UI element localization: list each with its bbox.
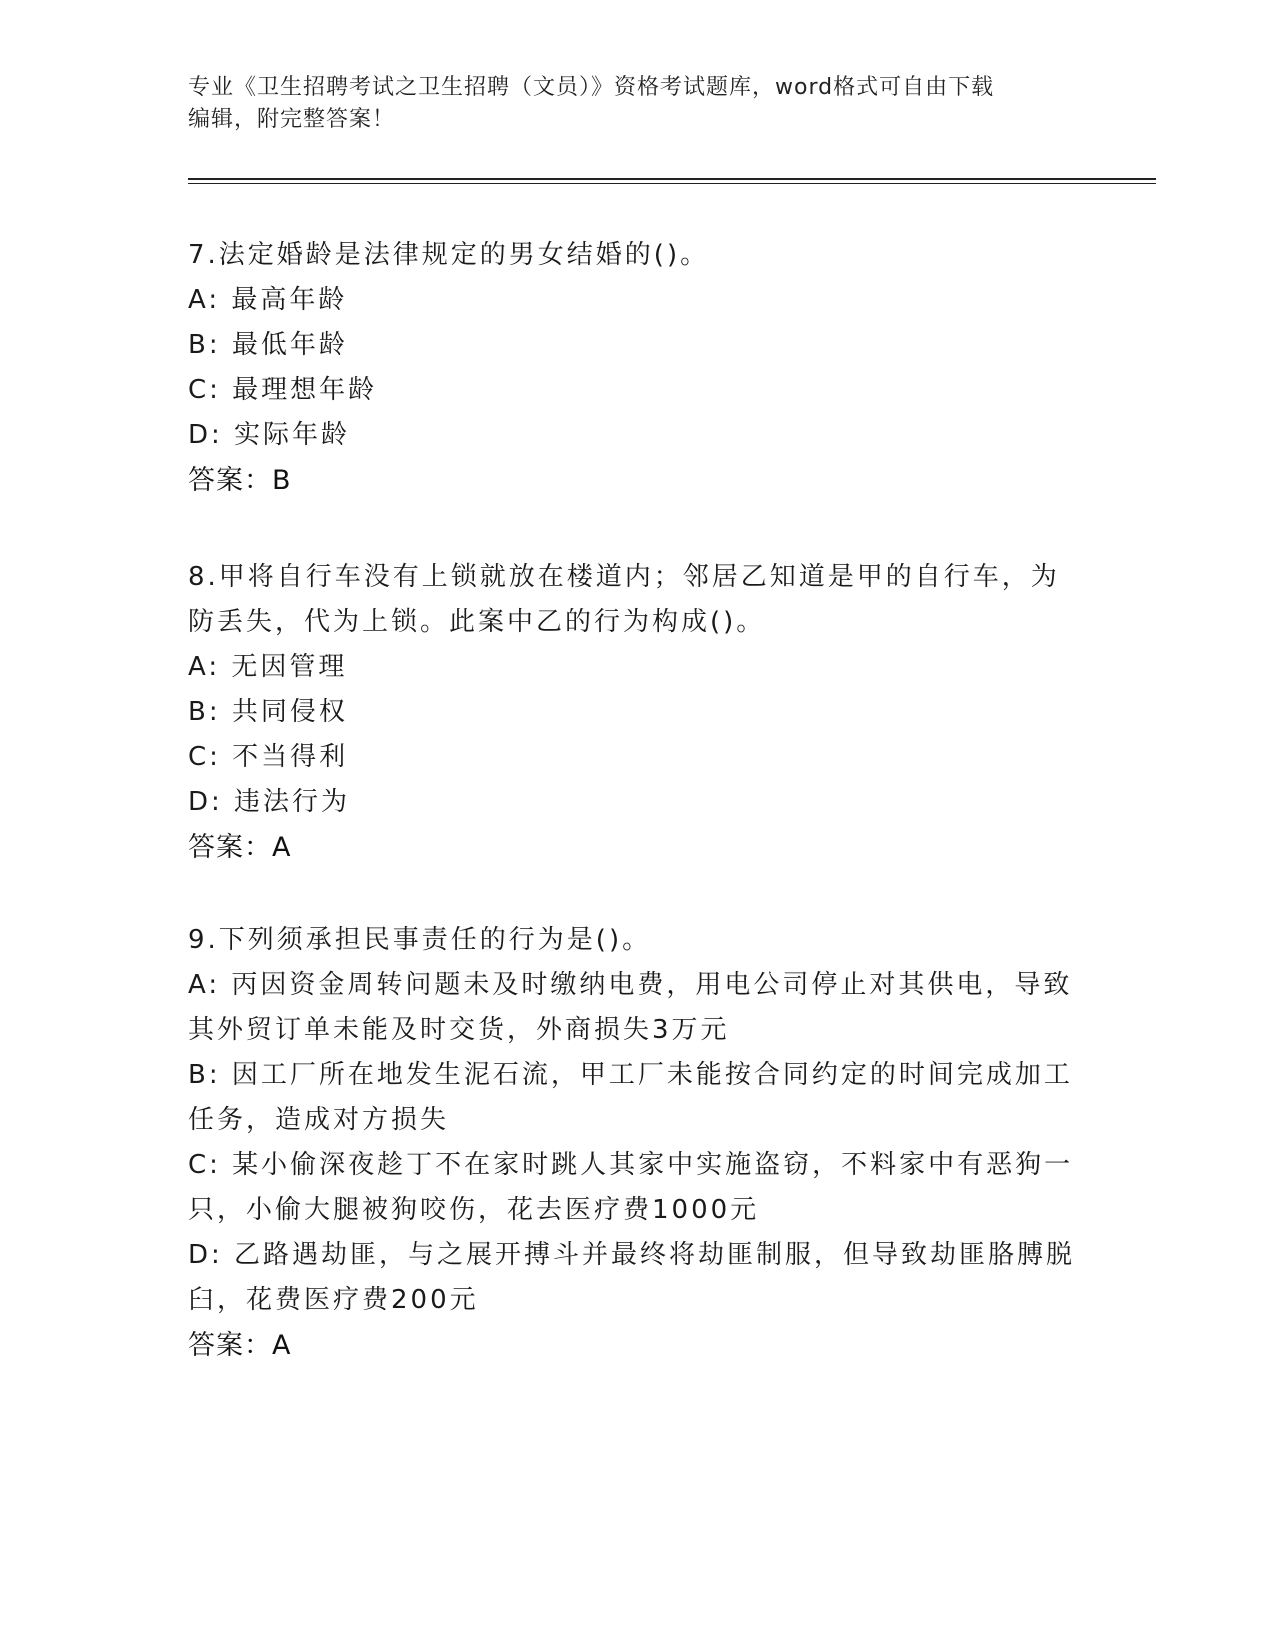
option-a: A: 无因管理 xyxy=(188,652,348,682)
option-b-line-2: 任务，造成对方损失 xyxy=(188,1105,450,1135)
option-d: D: 实际年龄 xyxy=(188,420,351,450)
option-a: A: 最高年龄 xyxy=(188,285,348,315)
option-c-line-2: 只，小偷大腿被狗咬伤，花去医疗费1000元 xyxy=(188,1195,760,1225)
option-a-line-1: A: 丙因资金周转问题未及时缴纳电费，用电公司停止对其供电，导致 xyxy=(188,970,1073,1000)
question-9 xyxy=(188,918,1088,1368)
header-line-1: 专业《卫生招聘考试之卫生招聘（文员）》资格考试题库，word格式可自由下载 xyxy=(188,75,995,100)
question-8 xyxy=(188,555,1088,870)
answer-label: 答案：A xyxy=(188,832,292,863)
document-header xyxy=(188,72,1078,136)
option-d-line-2: 臼，花费医疗费200元 xyxy=(188,1285,479,1315)
question-stem: 9.下列须承担民事责任的行为是()。 xyxy=(188,925,652,955)
option-b-line-1: B: 因工厂所在地发生泥石流，甲工厂未能按合同约定的时间完成加工 xyxy=(188,1060,1073,1090)
option-c: C: 最理想年龄 xyxy=(188,375,378,405)
option-a-line-2: 其外贸订单未能及时交货，外商损失3万元 xyxy=(188,1015,730,1045)
option-b: B: 最低年龄 xyxy=(188,330,348,360)
header-line-2: 编辑，附完整答案！ xyxy=(188,107,396,132)
option-d: D: 违法行为 xyxy=(188,787,351,817)
question-stem-line-1: 8.甲将自行车没有上锁就放在楼道内；邻居乙知道是甲的自行车，为 xyxy=(188,562,1060,592)
question-stem: 7.法定婚龄是法律规定的男女结婚的()。 xyxy=(188,240,710,270)
option-d-line-1: D: 乙路遇劫匪，与之展开搏斗并最终将劫匪制服，但导致劫匪胳膊脱 xyxy=(188,1240,1076,1270)
answer-label: 答案：A xyxy=(188,1330,292,1361)
option-b: B: 共同侵权 xyxy=(188,697,348,727)
header-divider-thin xyxy=(188,183,1156,184)
option-c-line-1: C: 某小偷深夜趁丁不在家时跳人其家中实施盗窃，不料家中有恶狗一 xyxy=(188,1150,1074,1180)
option-c: C: 不当得利 xyxy=(188,742,349,772)
header-divider-thick xyxy=(188,178,1156,180)
question-stem-line-2: 防丢失，代为上锁。此案中乙的行为构成()。 xyxy=(188,607,766,637)
answer-label: 答案：B xyxy=(188,465,292,496)
question-7 xyxy=(188,233,1088,503)
